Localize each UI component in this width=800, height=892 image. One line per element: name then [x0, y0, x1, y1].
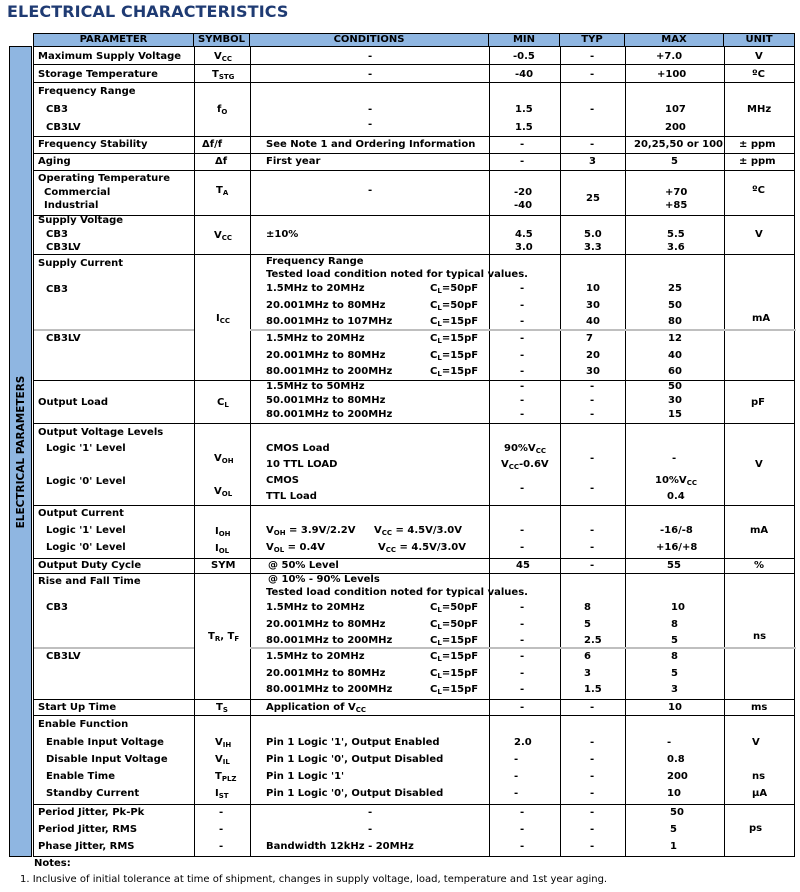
- enable-cond: Pin 1 Logic '0', Output Disabled: [266, 754, 444, 765]
- supply-i-typ: 30: [586, 366, 600, 377]
- cond-rise-h1: @ 10% - 90% Levels: [268, 574, 380, 585]
- supply-i-typ: 10: [586, 283, 600, 294]
- jitter-min: -: [520, 824, 525, 835]
- rise-max: 8: [671, 651, 678, 662]
- cond-stab: See Note 1 and Ordering Information: [266, 139, 476, 150]
- sym-rise: $T_R$, $T_F$: [208, 631, 240, 643]
- rise-min: -: [520, 651, 525, 662]
- jitter-min: -: [520, 807, 525, 818]
- max-freq-2: 200: [665, 122, 686, 133]
- header-symbol: SYMBOL: [193, 33, 250, 47]
- unit-startup: ms: [751, 702, 768, 713]
- param-optemp-commercial: Commercial: [44, 187, 111, 198]
- jitter-sym: -: [219, 824, 224, 835]
- supply-i-load: $C_L=15pF$: [430, 316, 479, 328]
- rise-load: $C_L=15pF$: [430, 668, 479, 680]
- rise-max: 10: [671, 602, 685, 613]
- unit-supply-i: mA: [752, 313, 771, 324]
- min-aging: -: [520, 156, 525, 167]
- supply-i-load: $C_L=15pF$: [430, 366, 479, 378]
- jitter-param: Period Jitter, Pk-Pk: [38, 807, 145, 818]
- sym-outv-h: $V_{OH}$: [214, 453, 234, 465]
- supply-i-min: -: [520, 316, 525, 327]
- min-outv-2: $V_{CC}-0.6V$: [501, 459, 549, 471]
- enable-min: -: [514, 754, 519, 765]
- max-outi-1: -16/-8: [660, 525, 693, 536]
- jitter-max: 50: [670, 807, 684, 818]
- min-max-supply: -0.5: [513, 51, 535, 62]
- jitter-cond: -: [368, 807, 373, 818]
- page-title: ELECTRICAL CHARACTERISTICS: [7, 2, 289, 21]
- cond-startup: Application of $V_{CC}$: [266, 702, 366, 714]
- min-supply-v-1: 4.5: [515, 229, 533, 240]
- param-supply-v-cb3lv: CB3LV: [46, 242, 81, 253]
- enable-unit: µA: [752, 788, 768, 799]
- header-typ: TYP: [559, 33, 625, 47]
- unit-storage: ºC: [752, 69, 765, 80]
- typ-aging: 3: [589, 156, 596, 167]
- outload-min: -: [520, 395, 525, 406]
- header-min: MIN: [488, 33, 560, 47]
- jitter-cond: -: [368, 824, 373, 835]
- unit-aging: ± ppm: [739, 156, 776, 167]
- supply-i-freq: 20.001MHz to 80MHz: [266, 300, 386, 311]
- enable-min: -: [514, 771, 519, 782]
- param-max-supply: Maximum Supply Voltage: [38, 51, 182, 62]
- max-duty: 55: [667, 560, 681, 571]
- enable-max: 0.8: [667, 754, 685, 765]
- cond-outv-3: CMOS: [266, 475, 299, 486]
- sym-optemp: $T_A$: [216, 185, 229, 197]
- supply-i-min: -: [520, 350, 525, 361]
- rise-min: -: [520, 635, 525, 646]
- rise-max: 5: [671, 668, 678, 679]
- outload-freq: 50.001MHz to 80MHz: [266, 395, 386, 406]
- rise-max: 5: [671, 635, 678, 646]
- sym-outi-l: $I_{OL}$: [215, 543, 230, 555]
- supply-i-freq: 1.5MHz to 20MHz: [266, 333, 365, 344]
- typ-outi-2: -: [590, 542, 595, 553]
- enable-sym: $V_{IL}$: [215, 754, 230, 766]
- typ-duty: -: [590, 560, 595, 571]
- enable-param: Standby Current: [46, 788, 140, 799]
- sym-duty: SYM: [211, 560, 236, 571]
- unit-optemp: ºC: [752, 185, 765, 196]
- rise-min: -: [520, 619, 525, 630]
- supply-i-max: 80: [668, 316, 682, 327]
- enable-max: -: [667, 737, 672, 748]
- cond-freq-2: -: [368, 119, 373, 130]
- supply-i-typ: 7: [586, 333, 593, 344]
- sym-freq: $f_O$: [217, 104, 228, 116]
- supply-i-freq: 80.001MHz to 200MHz: [266, 366, 393, 377]
- max-outv-1: -: [672, 453, 677, 464]
- typ-optemp: 25: [586, 193, 600, 204]
- enable-min: -: [514, 788, 519, 799]
- unit-max-supply: V: [755, 51, 763, 62]
- sym-storage: $T_{STG}$: [212, 69, 235, 81]
- param-outi: Output Current: [38, 508, 124, 519]
- rise-freq: 20.001MHz to 80MHz: [266, 668, 386, 679]
- rise-min: -: [520, 684, 525, 695]
- cond-supply-i-h1: Frequency Range: [266, 256, 364, 267]
- typ-outv-2: -: [590, 483, 595, 494]
- outload-typ: -: [590, 381, 595, 392]
- supply-i-min: -: [520, 366, 525, 377]
- sym-supply-v: $V_{CC}$: [214, 230, 233, 242]
- param-outv-l1: Logic '1' Level: [46, 443, 126, 454]
- rise-freq: 80.001MHz to 200MHz: [266, 635, 393, 646]
- typ-startup: -: [590, 702, 595, 713]
- sym-startup: $T_S$: [216, 702, 228, 714]
- jitter-typ: -: [590, 824, 595, 835]
- param-outv-l0: Logic '0' Level: [46, 476, 126, 487]
- min-startup: -: [520, 702, 525, 713]
- cond-storage: -: [368, 69, 373, 80]
- cond-supply-i-h2: Tested load condition noted for typical values.: [266, 269, 528, 280]
- rise-load: $C_L=15pF$: [430, 651, 479, 663]
- min-optemp-2: -40: [514, 200, 533, 211]
- rise-freq: 1.5MHz to 20MHz: [266, 651, 365, 662]
- sym-stab: Δf/f: [202, 139, 223, 150]
- max-supply-v-1: 5.5: [667, 229, 685, 240]
- param-freq-cb3lv: CB3LV: [46, 122, 81, 133]
- max-storage: +100: [657, 69, 687, 80]
- supply-i-load: $C_L=50pF$: [430, 283, 479, 295]
- header-conditions: CONDITIONS: [249, 33, 489, 47]
- param-duty: Output Duty Cycle: [38, 560, 142, 571]
- outload-typ: -: [590, 395, 595, 406]
- outload-max: 50: [668, 381, 682, 392]
- rise-freq: 1.5MHz to 20MHz: [266, 602, 365, 613]
- typ-stab: -: [590, 139, 595, 150]
- rise-typ: 8: [584, 602, 591, 613]
- supply-i-typ: 20: [586, 350, 600, 361]
- typ-max-supply: -: [590, 51, 595, 62]
- enable-cond: Pin 1 Logic '1': [266, 771, 345, 782]
- param-aging: Aging: [38, 156, 71, 167]
- param-supply-i-cb3lv: CB3LV: [46, 333, 81, 344]
- cond-supply-v: ±10%: [266, 229, 299, 240]
- param-stab: Frequency Stability: [38, 139, 148, 150]
- min-freq-1: 1.5: [515, 104, 533, 115]
- min-outv-1: $90\%V_{CC}$: [504, 443, 546, 455]
- max-outv-2: $10\%V_{CC}$: [655, 475, 697, 487]
- unit-rise: ns: [753, 631, 767, 642]
- supply-i-typ: 40: [586, 316, 600, 327]
- param-outv: Output Voltage Levels: [38, 427, 164, 438]
- unit-stab: ± ppm: [739, 139, 776, 150]
- sym-outv-l: $V_{OL}$: [214, 486, 233, 498]
- cond-rise-h2: Tested load condition noted for typical values.: [266, 587, 528, 598]
- enable-typ: -: [590, 771, 595, 782]
- supply-i-max: 50: [668, 300, 682, 311]
- unit-duty: %: [754, 560, 765, 571]
- outload-freq: 1.5MHz to 50MHz: [266, 381, 365, 392]
- enable-cond: Pin 1 Logic '1', Output Enabled: [266, 737, 440, 748]
- cond-max-supply: -: [368, 51, 373, 62]
- cond-outi-1: $V_{OH} = 3.9V/2.2V$: [266, 525, 356, 537]
- param-optemp-industrial: Industrial: [44, 200, 99, 211]
- outload-typ: -: [590, 409, 595, 420]
- param-supply-i-cb3: CB3: [46, 284, 68, 295]
- enable-typ: -: [590, 754, 595, 765]
- supply-i-max: 25: [668, 283, 682, 294]
- header-parameter: PARAMETER: [33, 33, 194, 47]
- enable-param: Disable Input Voltage: [46, 754, 168, 765]
- typ-freq: -: [590, 104, 595, 115]
- rise-typ: 1.5: [584, 684, 602, 695]
- param-supply-v: Supply Voltage: [38, 215, 124, 226]
- min-stab: -: [520, 139, 525, 150]
- outload-min: -: [520, 381, 525, 392]
- rise-load: $C_L=50pF$: [430, 619, 479, 631]
- jitter-cond: Bandwidth 12kHz - 20MHz: [266, 841, 414, 852]
- sidebar-label: [9, 46, 32, 857]
- enable-sym: $V_{IH}$: [215, 737, 232, 749]
- max-max-supply: +7.0: [656, 51, 683, 62]
- jitter-param: Phase Jitter, RMS: [38, 841, 135, 852]
- rise-typ: 3: [584, 668, 591, 679]
- min-storage: -40: [515, 69, 534, 80]
- max-outv-3: 0.4: [667, 491, 685, 502]
- min-freq-2: 1.5: [515, 122, 533, 133]
- supply-i-max: 12: [668, 333, 682, 344]
- rise-max: 8: [671, 619, 678, 630]
- jitter-sym: -: [219, 841, 224, 852]
- param-outi-l1: Logic '1' Level: [46, 525, 126, 536]
- cond-optemp: -: [368, 185, 373, 196]
- enable-typ: -: [590, 737, 595, 748]
- max-optemp-2: +85: [665, 200, 688, 211]
- sym-aging: Δf: [215, 156, 228, 167]
- notes-title: Notes:: [34, 858, 71, 869]
- typ-outv-1: -: [590, 453, 595, 464]
- cond-outv-1: CMOS Load: [266, 443, 330, 454]
- typ-storage: -: [590, 69, 595, 80]
- cond-duty: @ 50% Level: [268, 560, 339, 571]
- jitter-sym: -: [219, 807, 224, 818]
- param-freq-cb3: CB3: [46, 104, 68, 115]
- jitter-max: 1: [670, 841, 677, 852]
- param-startup: Start Up Time: [38, 702, 117, 713]
- typ-supply-v-1: 5.0: [584, 229, 602, 240]
- min-duty: 45: [516, 560, 530, 571]
- supply-i-min: -: [520, 283, 525, 294]
- rise-load: $C_L=50pF$: [430, 602, 479, 614]
- jitter-typ: -: [590, 807, 595, 818]
- rise-typ: 2.5: [584, 635, 602, 646]
- sidebar-text: ELECTRICAL PARAMETERS: [14, 375, 27, 528]
- outload-max: 15: [668, 409, 682, 420]
- max-freq-1: 107: [665, 104, 686, 115]
- enable-max: 10: [667, 788, 681, 799]
- supply-i-freq: 80.001MHz to 107MHz: [266, 316, 393, 327]
- supply-i-load: $C_L=15pF$: [430, 333, 479, 345]
- header-unit: UNIT: [723, 33, 795, 47]
- supply-i-freq: 20.001MHz to 80MHz: [266, 350, 386, 361]
- jitter-max: 5: [670, 824, 677, 835]
- param-storage: Storage Temperature: [38, 69, 158, 80]
- cond-aging: First year: [266, 156, 321, 167]
- cond-outi-1b: $V_{CC} = 4.5V/3.0V$: [374, 525, 462, 537]
- max-stab: 20,25,50 or 100: [634, 139, 723, 150]
- max-outi-2: +16/+8: [656, 542, 698, 553]
- param-rise: Rise and Fall Time: [38, 576, 141, 587]
- enable-typ: -: [590, 788, 595, 799]
- sym-max-supply: $V_{CC}$: [214, 51, 233, 63]
- outload-min: -: [520, 409, 525, 420]
- supply-i-min: -: [520, 333, 525, 344]
- min-outv-3: -: [520, 483, 525, 494]
- unit-outload: pF: [751, 397, 765, 408]
- supply-i-typ: 30: [586, 300, 600, 311]
- jitter-min: -: [520, 841, 525, 852]
- min-outi-2: -: [520, 542, 525, 553]
- param-outi-l0: Logic '0' Level: [46, 542, 126, 553]
- outload-freq: 80.001MHz to 200MHz: [266, 409, 393, 420]
- supply-i-freq: 1.5MHz to 20MHz: [266, 283, 365, 294]
- cond-outv-4: TTL Load: [266, 491, 317, 502]
- supply-i-min: -: [520, 300, 525, 311]
- supply-i-max: 60: [668, 366, 682, 377]
- sym-supply-i: $I_{CC}$: [216, 313, 231, 325]
- enable-min: 2.0: [514, 737, 532, 748]
- header-max: MAX: [624, 33, 724, 47]
- sym-outload: $C_L$: [217, 397, 229, 409]
- unit-freq: MHz: [747, 104, 772, 115]
- param-freq: Frequency Range: [38, 86, 136, 97]
- unit-outv: V: [755, 459, 763, 470]
- rise-typ: 6: [584, 651, 591, 662]
- enable-max: 200: [667, 771, 688, 782]
- typ-outi-1: -: [590, 525, 595, 536]
- rise-typ: 5: [584, 619, 591, 630]
- param-outload: Output Load: [38, 397, 109, 408]
- enable-sym: $T_{PLZ}$: [215, 771, 237, 783]
- enable-unit: ns: [752, 771, 766, 782]
- min-optemp-1: -20: [514, 187, 533, 198]
- cond-freq: -: [368, 104, 373, 115]
- max-startup: 10: [668, 702, 682, 713]
- max-aging: 5: [671, 156, 678, 167]
- param-rise-cb3lv: CB3LV: [46, 651, 81, 662]
- supply-i-load: $C_L=15pF$: [430, 350, 479, 362]
- note-1: 1. Inclusive of initial tolerance at time of shipment, changes in supply voltage, load, temperature and 1st year aging.: [20, 874, 608, 885]
- typ-supply-v-2: 3.3: [584, 242, 602, 253]
- max-supply-v-2: 3.6: [667, 242, 685, 253]
- enable-param: Enable Time: [46, 771, 115, 782]
- rise-load: $C_L=15pF$: [430, 635, 479, 647]
- enable-sym: $I_{ST}$: [215, 788, 229, 800]
- outload-max: 30: [668, 395, 682, 406]
- unit-jitter: ps: [749, 823, 763, 834]
- param-rise-cb3: CB3: [46, 602, 68, 613]
- enable-cond: Pin 1 Logic '0', Output Disabled: [266, 788, 444, 799]
- sym-outi-h: $I_{OH}$: [215, 526, 231, 538]
- rise-freq: 80.001MHz to 200MHz: [266, 684, 393, 695]
- unit-outi: mA: [750, 525, 769, 536]
- rise-max: 3: [671, 684, 678, 695]
- unit-supply-v: V: [755, 229, 763, 240]
- enable-unit: V: [752, 737, 760, 748]
- cond-outv-2: 10 TTL LOAD: [266, 459, 338, 470]
- param-enable: Enable Function: [38, 719, 129, 730]
- supply-i-load: $C_L=50pF$: [430, 300, 479, 312]
- cond-outi-2b: $V_{CC} = 4.5V/3.0V$: [378, 542, 466, 554]
- param-supply-v-cb3: CB3: [46, 229, 68, 240]
- param-optemp: Operating Temperature: [38, 173, 171, 184]
- min-outi-1: -: [520, 525, 525, 536]
- param-supply-i: Supply Current: [38, 258, 124, 269]
- min-supply-v-2: 3.0: [515, 242, 533, 253]
- rise-min: -: [520, 668, 525, 679]
- rise-min: -: [520, 602, 525, 613]
- max-optemp-1: +70: [665, 187, 688, 198]
- rise-freq: 20.001MHz to 80MHz: [266, 619, 386, 630]
- jitter-typ: -: [590, 841, 595, 852]
- cond-outi-2: $V_{OL} = 0.4V$: [266, 542, 325, 554]
- supply-i-max: 40: [668, 350, 682, 361]
- jitter-param: Period Jitter, RMS: [38, 824, 138, 835]
- rise-load: $C_L=15pF$: [430, 684, 479, 696]
- enable-param: Enable Input Voltage: [46, 737, 164, 748]
